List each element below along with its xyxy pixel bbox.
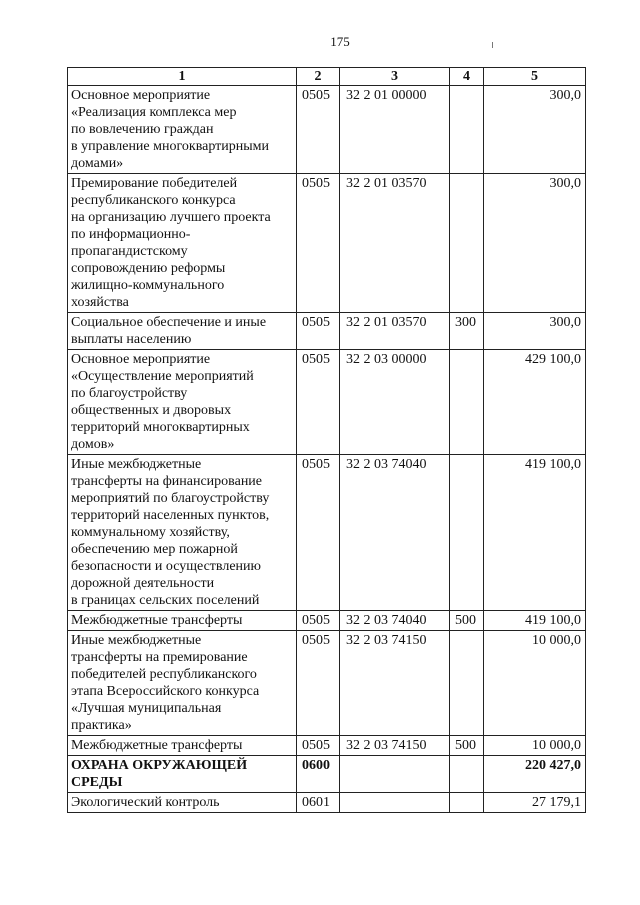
row-type-cell	[450, 86, 484, 174]
row-name-cell: Иные межбюджетные трансферты на финансирование мероприятий по благоустройству территорий населенных пунктов, коммунальному хозяйству, обеспечению мер пожарной безопасности и осуществлению дорожной деятельности в границах сельских поселений	[68, 455, 297, 611]
row-amount-cell: 429 100,0	[484, 350, 586, 455]
row-type-cell: 500	[450, 736, 484, 756]
row-name-cell: Основное мероприятие «Реализация комплекса мер по вовлечению граждан в управление многоквартирными домами»	[68, 86, 297, 174]
row-section-cell: 0505	[297, 631, 340, 736]
row-amount-cell: 419 100,0	[484, 455, 586, 611]
row-section-cell: 0505	[297, 174, 340, 313]
row-section-cell: 0505	[297, 455, 340, 611]
header-cell-2: 2	[297, 68, 340, 86]
row-amount-cell: 300,0	[484, 174, 586, 313]
row-section-cell: 0600	[297, 756, 340, 793]
header-cell-3: 3	[340, 68, 450, 86]
budget-table	[67, 67, 586, 813]
row-name-cell: Межбюджетные трансферты	[68, 611, 297, 631]
row-name-cell: Премирование победителей республиканского конкурса на организацию лучшего проекта по информационно- пропагандистскому сопровождению реформы жилищно-коммунального хозяйства	[68, 174, 297, 313]
row-section-cell: 0601	[297, 793, 340, 813]
row-type-cell	[450, 455, 484, 611]
scan-mark	[492, 42, 493, 48]
row-amount-cell: 10 000,0	[484, 631, 586, 736]
row-target-cell: 32 2 01 00000	[340, 86, 450, 174]
row-type-cell: 500	[450, 611, 484, 631]
row-name-cell: Межбюджетные трансферты	[68, 736, 297, 756]
row-target-cell: 32 2 01 03570	[340, 313, 450, 350]
row-amount-cell: 419 100,0	[484, 611, 586, 631]
table-row	[68, 756, 586, 793]
page-number: 175	[330, 34, 350, 49]
row-type-cell	[450, 756, 484, 793]
header-cell-4: 4	[450, 68, 484, 86]
row-type-cell	[450, 793, 484, 813]
row-target-cell: 32 2 03 74150	[340, 736, 450, 756]
row-type-cell	[450, 350, 484, 455]
row-section-cell: 0505	[297, 86, 340, 174]
header-cell-1: 1	[68, 68, 297, 86]
row-name-cell: Иные межбюджетные трансферты на премирование победителей республиканского этапа Всероссийского конкурса «Лучшая муниципальная практика»	[68, 631, 297, 736]
table-row	[68, 736, 586, 756]
row-amount-cell: 10 000,0	[484, 736, 586, 756]
table-row	[68, 455, 586, 611]
header-row	[68, 68, 586, 86]
row-target-cell: 32 2 03 00000	[340, 350, 450, 455]
row-target-cell: 32 2 03 74040	[340, 455, 450, 611]
row-type-cell: 300	[450, 313, 484, 350]
row-amount-cell: 300,0	[484, 313, 586, 350]
table-row	[68, 611, 586, 631]
table-row	[68, 86, 586, 174]
row-type-cell	[450, 631, 484, 736]
table-row	[68, 631, 586, 736]
table-row	[68, 174, 586, 313]
table-row	[68, 313, 586, 350]
header-cell-5: 5	[484, 68, 586, 86]
table-row	[68, 350, 586, 455]
row-target-cell	[340, 793, 450, 813]
row-type-cell	[450, 174, 484, 313]
row-section-cell: 0505	[297, 313, 340, 350]
row-amount-cell: 220 427,0	[484, 756, 586, 793]
row-target-cell: 32 2 03 74150	[340, 631, 450, 736]
row-amount-cell: 27 179,1	[484, 793, 586, 813]
row-name-cell: ОХРАНА ОКРУЖАЮЩЕЙ СРЕДЫ	[68, 756, 297, 793]
row-amount-cell: 300,0	[484, 86, 586, 174]
row-section-cell: 0505	[297, 611, 340, 631]
row-target-cell: 32 2 03 74040	[340, 611, 450, 631]
table-row	[68, 793, 586, 813]
row-target-cell: 32 2 01 03570	[340, 174, 450, 313]
row-target-cell	[340, 756, 450, 793]
row-name-cell: Основное мероприятие «Осуществление мероприятий по благоустройству общественных и дворовых территорий многоквартирных домов»	[68, 350, 297, 455]
row-section-cell: 0505	[297, 736, 340, 756]
row-name-cell: Экологический контроль	[68, 793, 297, 813]
row-name-cell: Социальное обеспечение и иные выплаты населению	[68, 313, 297, 350]
row-section-cell: 0505	[297, 350, 340, 455]
